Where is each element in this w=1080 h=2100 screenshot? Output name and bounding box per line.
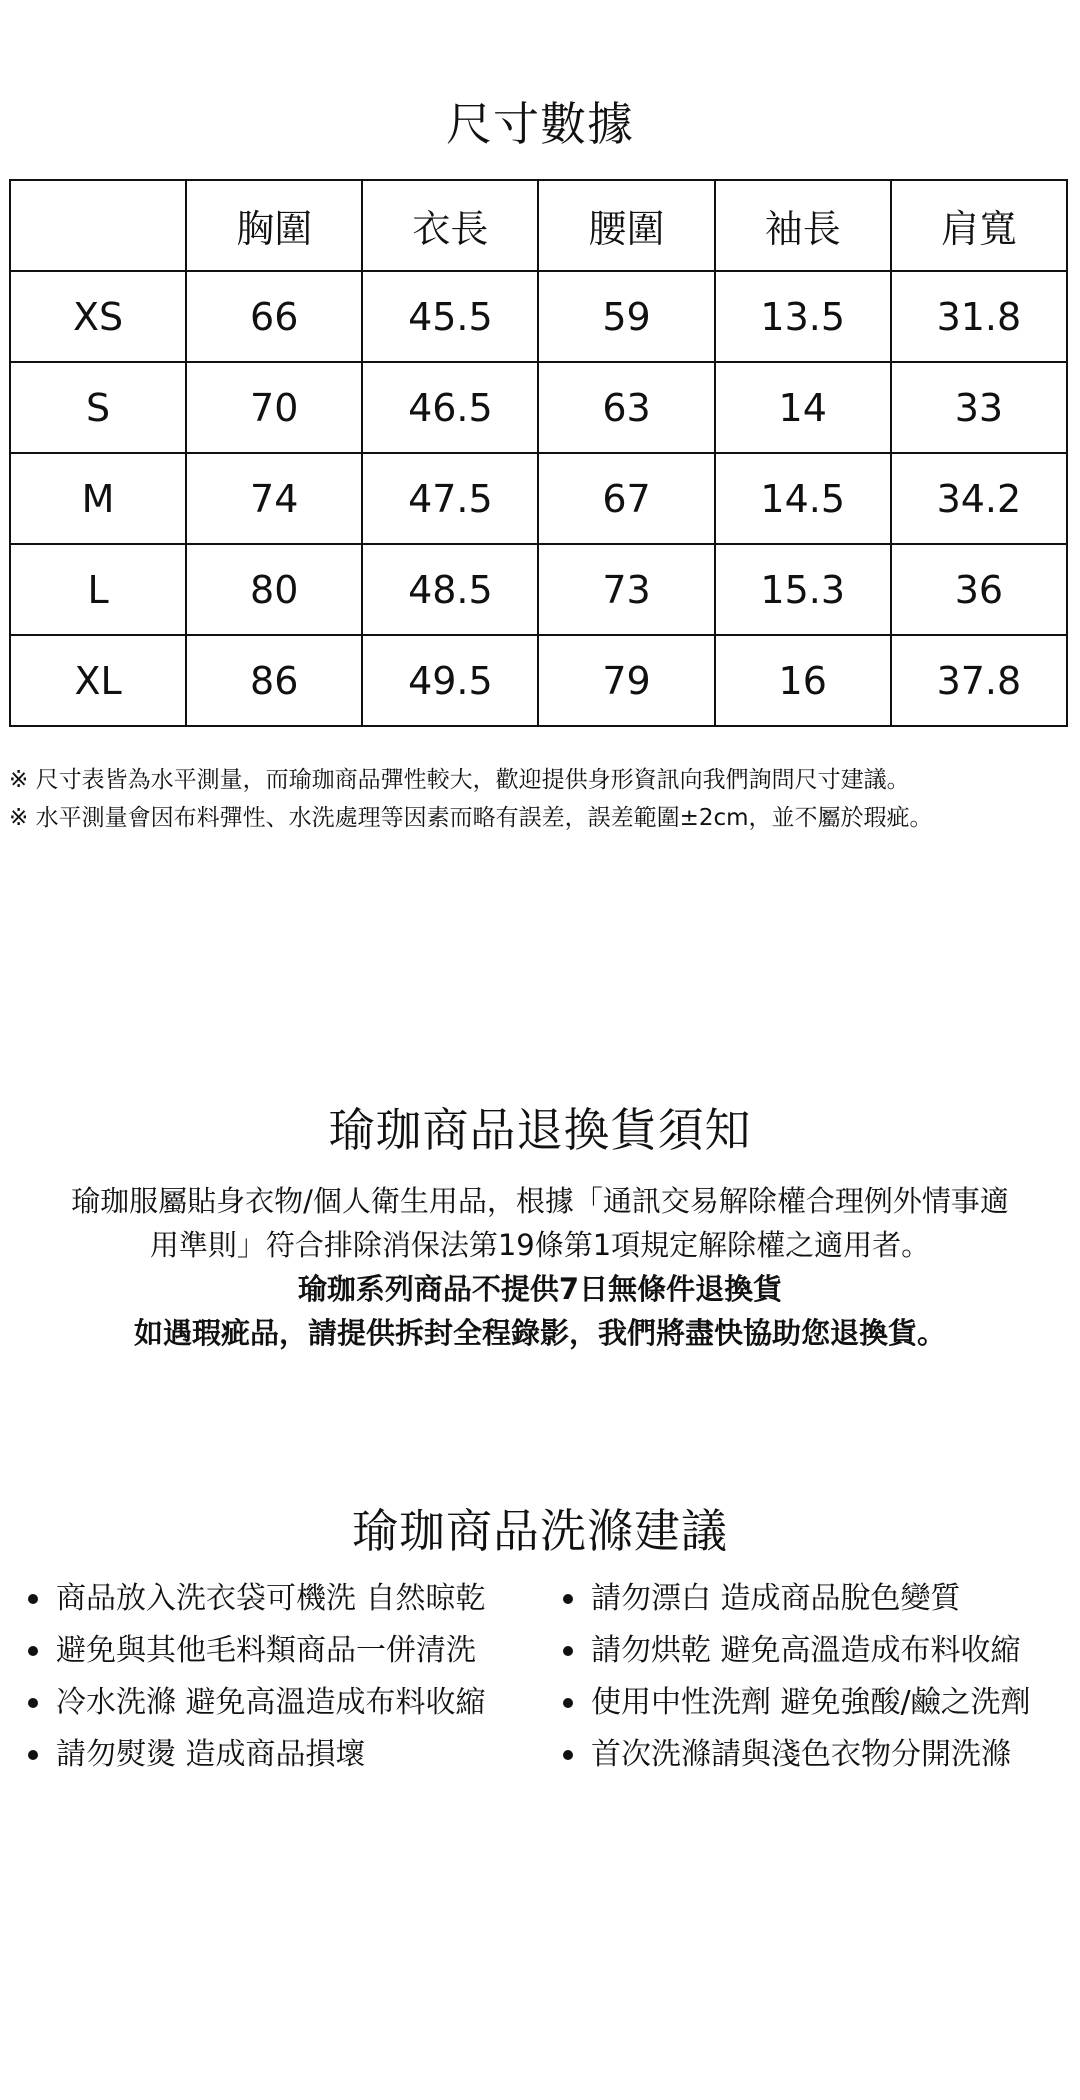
size-note: ※ 水平測量會因布料彈性、水洗處理等因素而略有誤差，誤差範圍±2cm，並不屬於瑕疵。 [9,805,933,831]
washing-item-text: 商品放入洗衣袋可機洗 自然晾乾 [56,1581,486,1616]
header-cell-chest: 胸圍 [186,180,362,271]
bullet-icon [563,1594,573,1604]
list-item [563,1625,1068,1677]
washing-title: 瑜珈商品洗滌建議 [352,1504,728,1558]
table-cell: 14.5 [715,453,891,544]
header-cell-waist: 腰圍 [538,180,714,271]
header-cell-blank [10,180,186,271]
return-policy-line: 用準則」符合排除消保法第19條第1項規定解除權之適用者。 [149,1228,931,1262]
washing-item-text: 請勿烘乾 避免高溫造成布料收縮 [591,1633,1021,1668]
table-cell: 74 [186,453,362,544]
bullet-icon [563,1750,573,1760]
table-cell: 34.2 [891,453,1067,544]
table-cell: 36 [891,544,1067,635]
table-cell: 16 [715,635,891,726]
table-cell: 80 [186,544,362,635]
bullet-icon [563,1646,573,1656]
table-row [10,453,1067,544]
table-cell: 86 [186,635,362,726]
table-row [10,362,1067,453]
washing-item-text: 首次洗滌請與淺色衣物分開洗滌 [591,1737,1011,1772]
return-policy-title: 瑜珈商品退換貨須知 [328,1103,752,1157]
washing-list [28,1573,1068,1781]
list-item [28,1573,563,1625]
size-table [9,179,1068,727]
table-cell: 37.8 [891,635,1067,726]
washing-item-text: 避免與其他毛料類商品一併清洗 [56,1633,476,1668]
size-label-cell: XL [10,635,186,726]
table-cell: 48.5 [362,544,538,635]
washing-item-text: 使用中性洗劑 避免強酸/鹼之洗劑 [591,1685,1031,1720]
list-item [563,1573,1068,1625]
table-cell: 79 [538,635,714,726]
size-label-cell: M [10,453,186,544]
table-cell: 59 [538,271,714,362]
list-item [28,1625,563,1677]
table-row [10,544,1067,635]
size-label-cell: S [10,362,186,453]
bullet-icon [28,1594,38,1604]
list-item [563,1729,1068,1781]
table-cell: 45.5 [362,271,538,362]
size-note: ※ 尺寸表皆為水平測量，而瑜珈商品彈性較大，歡迎提供身形資訊向我們詢問尺寸建議。 [9,767,910,793]
table-row [10,271,1067,362]
washing-item-text: 冷水洗滌 避免高溫造成布料收縮 [56,1685,486,1720]
header-cell-sleeve: 袖長 [715,180,891,271]
return-policy-bold-line: 瑜珈系列商品不提供7日無條件退換貨 [297,1272,783,1306]
bullet-icon [28,1698,38,1708]
washing-item-text: 請勿漂白 造成商品脫色變質 [591,1581,961,1616]
list-item [28,1729,563,1781]
table-cell: 13.5 [715,271,891,362]
table-cell: 14 [715,362,891,453]
table-cell: 73 [538,544,714,635]
size-table-header-row [10,180,1067,271]
header-cell-shoulder: 肩寬 [891,180,1067,271]
table-cell: 15.3 [715,544,891,635]
list-item [563,1677,1068,1729]
table-cell: 47.5 [362,453,538,544]
return-policy-body [0,1179,1080,1355]
size-notes [9,761,1071,837]
washing-item-text: 請勿熨燙 造成商品損壞 [56,1737,366,1772]
table-cell: 31.8 [891,271,1067,362]
size-label-cell: XS [10,271,186,362]
header-cell-length: 衣長 [362,180,538,271]
bullet-icon [28,1750,38,1760]
table-cell: 33 [891,362,1067,453]
table-cell: 49.5 [362,635,538,726]
table-row [10,635,1067,726]
return-policy-line: 瑜珈服屬貼身衣物/個人衛生用品，根據「通訊交易解除權合理例外情事適 [71,1184,1009,1218]
table-cell: 46.5 [362,362,538,453]
size-label-cell: L [10,544,186,635]
table-cell: 70 [186,362,362,453]
table-cell: 67 [538,453,714,544]
bullet-icon [563,1698,573,1708]
table-cell: 66 [186,271,362,362]
bullet-icon [28,1646,38,1656]
size-chart-title: 尺寸數據 [446,97,634,151]
return-policy-bold-line: 如遇瑕疵品，請提供拆封全程錄影，我們將盡快協助您退換貨。 [133,1316,946,1350]
list-item [28,1677,563,1729]
table-cell: 63 [538,362,714,453]
